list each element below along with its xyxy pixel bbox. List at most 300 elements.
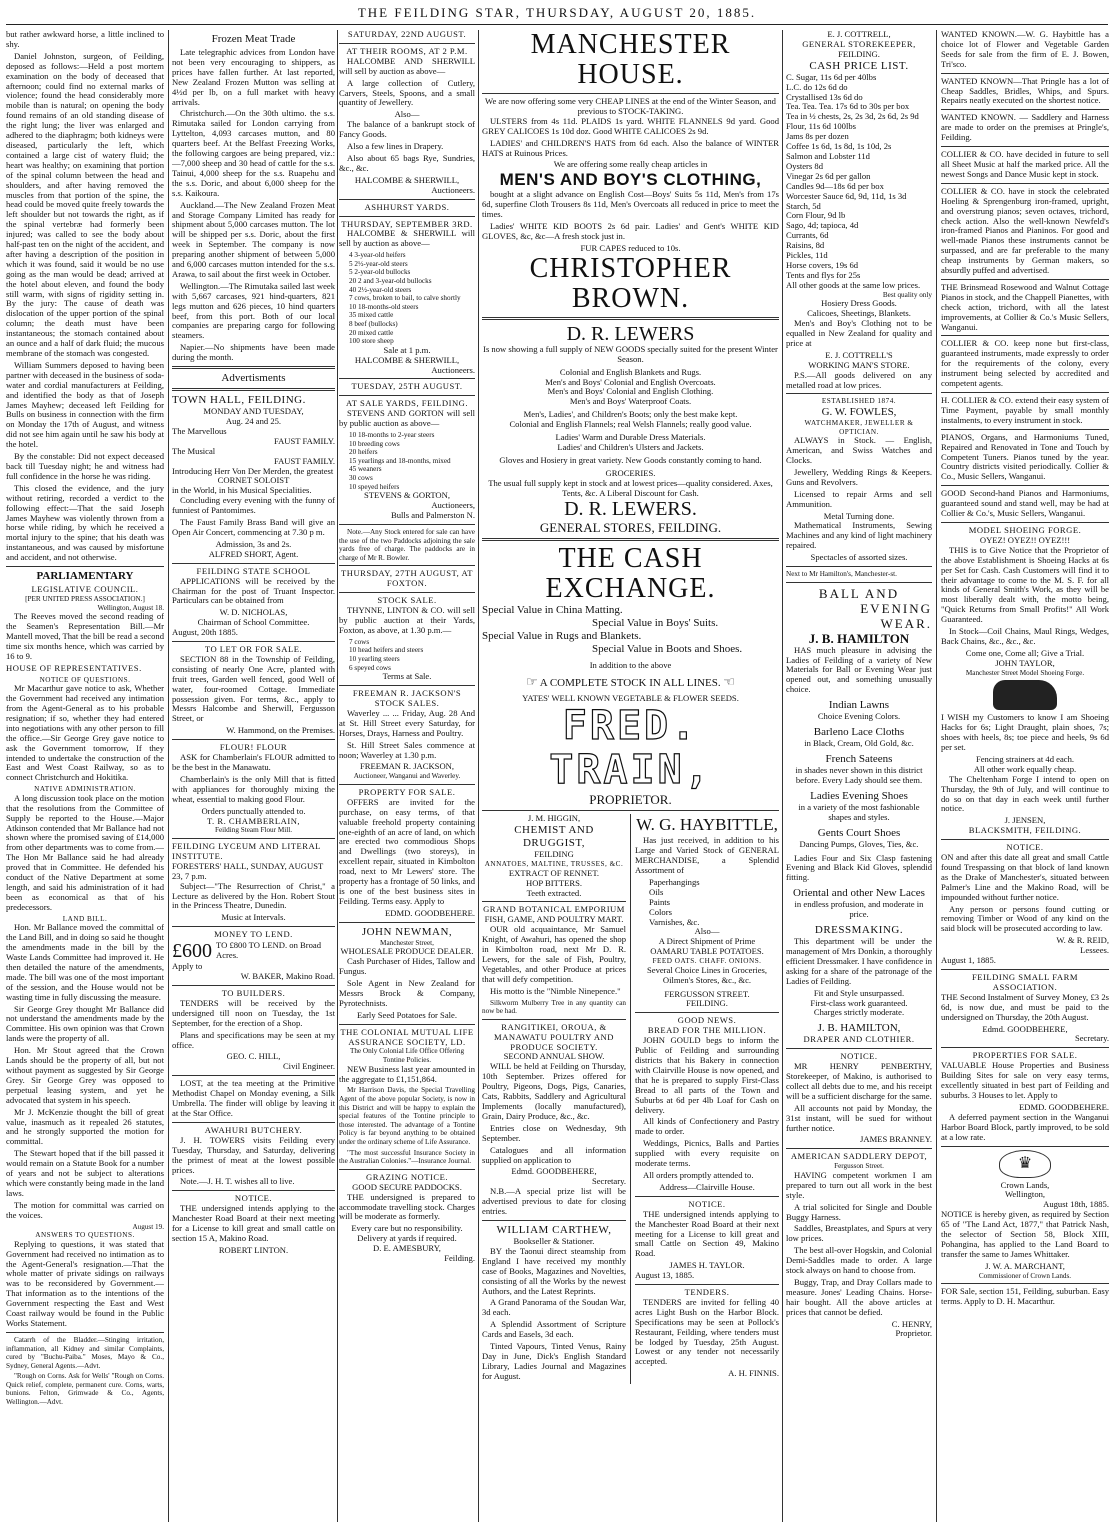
goods-item: Paperhangings — [649, 876, 700, 887]
ad-text: Chamberlain's is the only Mill that is fitted with appliances for thoroughly mixing the wheat, essential to making good Flour. — [172, 773, 335, 804]
ad-text: August 1, 1885. — [941, 955, 996, 966]
price-item: C. Sugar, 11s 6d per 40lbs — [786, 71, 877, 82]
ad-rule — [172, 926, 335, 927]
ad-text: in Black, Cream, Old Gold, &c. — [804, 738, 914, 749]
ad-text: CORNET SOLOIST — [217, 475, 290, 486]
ad-text: Licensed to repair Arms and sell Ammunition. — [786, 488, 932, 509]
ad-text: E. J. COTTRELL, — [827, 30, 891, 39]
ad-signature: W. D. NICHOLAS, — [219, 607, 288, 618]
price-item: Raisins, 8d — [786, 240, 825, 251]
ad-heading: THURSDAY, 27TH AUGUST, AT FOXTON. — [341, 568, 473, 589]
ad-text: Catalogues and all information supplied on application to — [482, 1144, 626, 1165]
ad-rule — [941, 392, 1109, 393]
ad-heading: TUESDAY, 25TH AUGUST. — [351, 381, 463, 392]
stock-item: 10 yearling steers — [349, 654, 400, 663]
ad-signature: EDMD. GOODBEHERE. — [1019, 1101, 1109, 1112]
ad-text: THE Brinsmead Rosewood and Walnut Cottage Pianos in stock, and the Chappell Pianettes, with check action, trichord, with all the latest improvements, at Collier & Co.'s Music Sellers, Wanganui. — [941, 281, 1109, 332]
pointing-hand-icon: ☞ — [525, 674, 538, 690]
ad-rule — [941, 1047, 1109, 1048]
ad-text: OUR old acquaintance, Mr Samuel Knight, of Awahuri, has opened the shop in Kimbolton road, next Mr D. R. Lewers, for the sale of Fish, Poultry, Vegetables, and other Produce at prices that will defy competition. — [482, 924, 626, 984]
ad-text: Secretary. — [591, 1176, 626, 1187]
stock-item: 10 18-months-old steers — [349, 302, 419, 311]
stock-item: 45 weaners — [349, 465, 382, 474]
ad-rule — [339, 592, 475, 593]
ad-title: MANCHESTER HOUSE. — [530, 30, 731, 90]
ad-rule — [941, 969, 1109, 970]
ad-rule — [482, 538, 779, 541]
column-divider — [337, 30, 338, 1522]
ad-text: HALCOMBE AND SHERWILL will sell by auction as above— — [339, 55, 475, 76]
article-text: A long discussion took place on the motion that the resolutions from the Committee of Supply be reported to the House.—Major Atkinson contended that Mr Ballance had not shown where the promised saving of £14,000 from other departments was to come from.—The Hon Mr Ballance said he had already proved that in Committee. He defended his conduct of the Native Department at some length, and said his administration of it had been as economical as that of his predecessors. — [6, 792, 164, 912]
ad-text: Proprietor. — [895, 1328, 932, 1339]
ad-signature: T. R. CHAMBERLAIN, — [206, 815, 301, 826]
ad-text: WANTED KNOWN.—W. G. Haybittle has a choice lot of Flower and Vegetable Garden Seeds for sale from the firm of E. J. Bowen, Tri'sco. — [941, 30, 1109, 69]
ad-text: Orders punctually attended to. — [201, 805, 306, 816]
ad-text: Men's and Boys' Colonial and English Clothing. — [547, 386, 714, 397]
ad-text: COLLIER & CO. keep none but first-class, guaranteed instruments, made expressly to order for the requirements of the colony, every instrument being selected by accredited and competent agents. — [941, 338, 1109, 389]
ad-signature: HALCOMBE & SHERWILL, — [354, 354, 460, 365]
ad-text: in a variety of the most fashionable shapes and styles. — [798, 801, 920, 822]
goods-item: Colors — [649, 906, 672, 917]
ad-heading: PROPERTIES FOR SALE. — [972, 1050, 1078, 1061]
horse-illustration — [993, 680, 1057, 710]
ad-text: THE undersigned intends applying to the Manchester Road Board at their next meeting for a License to kill great and small cattle on section 15 A, Makino Road. — [172, 1203, 335, 1243]
ad-heading: CHEMIST AND DRUGGIST, — [514, 824, 594, 850]
price-item: Jams 8s per dozen — [786, 131, 849, 142]
column-divider — [168, 30, 169, 1522]
stock-item: 7 cows — [349, 637, 370, 646]
ad-heading: G. W. FOWLES, — [821, 406, 897, 418]
goods-item: Oils — [649, 886, 664, 897]
ad-text: OYEZ! OYEZ!! OYEZ!!! — [979, 534, 1071, 545]
ad-signature: J. W. A. MARCHANT, — [985, 1260, 1065, 1271]
ad-signature: C. HENRY, — [891, 1318, 932, 1329]
ad-rule — [339, 1024, 475, 1025]
ad-title: D. R. LEWERS — [566, 322, 695, 345]
ad-heading: French Sateens — [825, 753, 893, 765]
ad-text: The Marvellous — [172, 425, 227, 436]
ad-heading: JOHN NEWMAN, — [361, 925, 453, 938]
ad-row — [482, 814, 779, 1383]
ad-text: Ladies Four and Six Clasp fastening Evening and Black Kid Gloves, splendid fitting. — [786, 852, 932, 883]
ad-text: J. H. TOWERS visits Feilding every Tuesday, Thursday, and Saturday, delivering the primest of meat at the lowest possible prices. — [172, 1134, 335, 1175]
stock-item: 6 speyed cows — [349, 663, 391, 672]
stock-item: 10 breeding cows — [349, 439, 400, 448]
stock-item: 7 cows, broken to bail, to calve shortly — [349, 294, 461, 303]
ad-text: Apply to — [172, 961, 203, 972]
ad-text: Every care but no responsibility. — [351, 1223, 463, 1234]
ad-rule — [482, 93, 779, 94]
price-item: Oysters 8d — [786, 160, 823, 171]
ad-text: Any person or persons found cutting or removing Timber or Wood of any kind on the said block will be prosecuted according to law. — [941, 903, 1109, 934]
ad-signature: E. J. COTTRELL'S — [825, 349, 893, 360]
ad-text: Fencing strainers at 4d each. — [975, 753, 1075, 764]
ad-text: Next to Mr Hamilton's, Manchester-st. — [786, 570, 897, 579]
column-3 — [339, 30, 475, 1522]
ad-text: Jewellery, Wedding Rings & Keepers. Guns and Revolvers. — [786, 466, 932, 487]
ad-rule — [339, 378, 475, 379]
ad-text: Bookseller & Stationer. — [513, 1235, 595, 1246]
ad-text: Feilding. — [444, 1253, 475, 1264]
ad-signature: ROBERT LINTON. — [218, 1244, 289, 1255]
ad-rule — [339, 395, 475, 396]
ad-text: A Direct Shipment of Prime — [658, 936, 756, 947]
ad-text: YATES' WELL KNOWN VEGETABLE & FLOWER SEEDS. — [522, 693, 739, 704]
ad-rule — [339, 565, 475, 566]
stock-item: 5 2½-year-old steers — [349, 259, 408, 268]
ad-text: The Faust Family Brass Band will give an Open Air Concert, commencing at 7.30 p m. — [172, 517, 335, 537]
ad-signature: W. Hammond, on the Premises. — [226, 725, 335, 736]
ad-heading: GOOD NEWS. — [677, 1015, 737, 1026]
ad-text: Come one, Come all; Give a Trial. — [965, 647, 1085, 658]
sub-heading: NOTICE OF QUESTIONS. — [39, 675, 131, 684]
ad-text: OAMARU TABLE POTATOES. — [650, 946, 764, 957]
pointing-hand-icon: ☜ — [723, 674, 736, 690]
ad-text: in endless profusion, and moderate in price. — [794, 899, 924, 920]
price-item: Currants, 6d — [786, 230, 829, 241]
ad-text: Hosiery Dress Goods. — [821, 298, 897, 309]
ad-text: Terms at Sale. — [382, 671, 432, 682]
ad-rule — [786, 1048, 932, 1049]
section-rule — [172, 388, 335, 391]
ad-text: Secretary. — [1074, 1033, 1109, 1044]
stock-item: 30 cows — [349, 474, 373, 483]
stock-item: 10 18-months to 2-year steers — [349, 431, 435, 440]
section-rule — [6, 566, 164, 567]
column-6 — [941, 30, 1109, 1522]
ad-text: Tinted Vapours, Tinted Venus, Rainy Day in June, Dick's English Standard Library, Ladies Journal and Magazines for August. — [482, 1341, 626, 1381]
stock-item: 8 beef (bullocks) — [349, 319, 398, 328]
ad-text: St. Hill Street Sales commence at noon; Waverley at 1.30 p.m. — [339, 739, 475, 760]
ad-text: SECOND ANNUAL SHOW. — [503, 1051, 605, 1062]
ad-text: EXTRACT OF RENNET. — [508, 867, 600, 878]
ad-text: Chairman of School Committee. — [197, 617, 310, 628]
ad-text: Manchester Street Model Shoeing Forge. — [965, 668, 1085, 677]
price-item: Tents and flys for 25s — [786, 269, 861, 280]
ad-text: FAUST FAMILY. — [273, 435, 335, 446]
price-item: Worcester Sauce 6d, 9d, 11d, 1s 3d — [786, 190, 907, 201]
ad-rule — [941, 73, 1109, 74]
ad-title: W. G. HAYBITTLE, — [636, 815, 778, 835]
ad-text: ALWAYS in Stock. — English, American, and Swiss Watches and Clocks. — [786, 435, 932, 465]
ad-text: ON and after this date all great and small Cattle found Trespassing on that block of land known as the Drake of Manchester's, situated between Palmer's Line and the Makino Road, will be impounded without further notice. — [941, 852, 1109, 902]
price-item: Salmon and Lobster 11d — [786, 150, 870, 161]
ad-heading: MONEY TO LEND. — [214, 929, 293, 940]
article-text: The Reeves moved the second reading of the Seamen's Representation Bill.—Mr Mantell moved, That the bill be read a second time six months hence, which was carried by 16 to 9. — [6, 611, 164, 661]
ad-text: Special Value in China Matting. — [482, 604, 623, 617]
section-heading: Frozen Meat Trade — [211, 33, 296, 45]
price-item: Vinegar 2s 6d per gallon — [786, 170, 871, 181]
ad-text: Gloves and Hosiery in great variety. New Goods constantly coming to hand. — [499, 454, 762, 465]
ad-rule — [172, 1075, 335, 1076]
ad-text: in the World, in his Musical Specialities. — [172, 485, 312, 496]
ad-text: WANTED KNOWN—That Pringle has a lot of Cheap Saddles, Bridles, Whips, and Spurs. Repairs neatly executed on the shortest notice. — [941, 75, 1109, 106]
ad-text: GOOD SECURE PADDOCKS. — [352, 1181, 462, 1192]
ad-text: Mr Harrison Davis, the Special Travelling Agent of the above popular Society, is now in this District and will be happy to explain the special features of the Tontine principle to those interested. The advantage of a Tontine Policy is far beyond anything to be obtained under the ordinary scheme of Life Assurance. — [339, 1086, 475, 1146]
ad-subcolumn — [482, 814, 631, 1383]
ad-text: Also a few lines in Drapery. — [347, 141, 444, 152]
price-item: Starch, 5d — [786, 200, 821, 211]
ad-rule — [339, 199, 475, 200]
ad-rule — [941, 183, 1109, 184]
ad-signature: ALFRED SHORT, Agent. — [208, 548, 299, 559]
ad-heading: AMERICAN SADDLERY DEPOT, — [790, 1151, 928, 1162]
dateline: Wellington, August 18. — [97, 603, 164, 612]
ad-text: Address—Clairville House. — [659, 1181, 755, 1192]
price-item: Corn Flour, 9d lb — [786, 210, 846, 221]
ad-text: NOTICE is hereby given, as required by Section 65 of "The Land Act, 1877," that Patrick Nash, the selector of Section 58, Block XIII, Pohangina, has applied to the Land Board to transfer the same to James Whittaker. — [941, 1209, 1109, 1259]
ad-text: August, 20th 1885. — [172, 627, 238, 638]
ad-heading: Barleno Lace Cloths — [813, 726, 905, 739]
ad-rule — [635, 1196, 779, 1197]
ad-text: In addition to the above — [589, 660, 672, 671]
ad-rule — [941, 335, 1109, 336]
ad-signature: GEO. C. HILL, — [226, 1051, 281, 1062]
ad-rule — [339, 1169, 475, 1170]
section-rule — [6, 1332, 164, 1333]
ad-text: Commissioner of Crown Lands. — [978, 1271, 1072, 1280]
stock-item: 4 3-year-old heifers — [349, 251, 406, 260]
article-text: Mr J. McKenzie thought the bill of great value, inasmuch as it repealed 26 statutes, and he strongly supported the motion for committal. — [6, 1106, 164, 1147]
stock-item: 20 heifers — [349, 448, 378, 457]
article-text: Christchurch.—On the 30th ultimo. the s.s. Rimutaka sailed for London carrying from Lyttelton, 4,093 carcases mutton, and 80 quarters beef. At the Belfast Freezing Works, the following cargoes are being prepared, viz.:—7,000 sheep and 30 head of cattle for the s.s. Tainui, 4,000 sheep for the s.s. Ruapehu and the s.s. Doric, and about 6,000 sheep for the s.s. Kaikoura. — [172, 108, 335, 198]
ad-heading: PROPERTY FOR SALE. — [358, 786, 456, 797]
ad-text: A trial solicited for Single and Double Buggy Harness. — [786, 1201, 932, 1222]
ad-text: TO £800 TO LEND. on Broad Acres. — [216, 940, 322, 961]
ad-signature: FREEMAN R. JACKSON, — [359, 761, 455, 772]
goods-item: Varnishes, &c. — [649, 916, 700, 927]
ad-text: The balance of a bankrupt stock of Fancy Goods. — [339, 119, 475, 140]
ad-rule — [941, 839, 1109, 840]
ad-signature: J. B. HAMILTON, — [817, 1022, 901, 1035]
ad-title: WEAR. — [880, 615, 932, 631]
ad-text: Lessees. — [1080, 945, 1109, 956]
ad-heading: RANGITIKEI, OROUA, & MANAWATU POULTRY AND PRODUCE SOCIETY. — [494, 1021, 614, 1052]
stock-item: 20 mixed cattle — [349, 328, 394, 337]
ad-text: A Splendid Assortment of Scripture Cards and Easels, 3d each. — [482, 1319, 626, 1340]
advertisement-text: Catarrh of the Bladder.—Stinging irritation, inflammation, all Kidney and similar Complaints, cured by "Buchu-Paiba." Moses, Mayo & Co., Sydney, General Agents.—Advt. — [6, 1335, 164, 1370]
ad-subcolumn — [635, 814, 779, 1383]
ad-text: Calicoes, Sheetings, Blankets. — [807, 308, 911, 319]
section-rule — [172, 366, 335, 369]
ad-rule — [339, 922, 475, 923]
ad-text: FORESTERS' HALL, SUNDAY, AUGUST 23, 7 p.m. — [172, 860, 324, 881]
ad-text: HALCOMBE & SHERWILL will sell by auction as above— — [339, 228, 475, 249]
goods-item: Paints — [649, 896, 671, 907]
ad-text: VALUABLE House Properties and Business Building Sites for sale on very easy terms, excellently situated in best part of Feilding and suburbs. 3 Houses to let. Apply to — [941, 1060, 1109, 1100]
ad-text: His motto is the "Nimble Ninepence." — [490, 985, 621, 996]
ad-heading: SATURDAY, 22ND AUGUST. — [347, 30, 467, 39]
ad-text: This department will be under the management of Mrs Donkin, a thoroughly efficient Dressmaker. I have confidence in asking for a share of the patronage of the Ladies of Feilding. — [786, 936, 932, 986]
ad-text: PIANOS, Organs, and Harmoniums Tuned, Repaired and Renovated in Tone and Touch by Competent Tuners. Pianos tuned by the year. Country districts visited periodically. Collier & Co., Music Sellers, Wanganui. — [941, 431, 1109, 482]
ad-text — [482, 675, 779, 690]
ad-heading: AT THEIR ROOMS, AT 2 P.M. — [346, 45, 468, 56]
ad-text: COLLIER & CO. have in stock the celebrated Hoeling & Sprengenburg iron-framed, upright, and overstrung pianos; seven octaves, trichord, check action. Also the well-known Newfeld's iron-framed Pianos and Pianinos. For good and well-made Pianos these instruments cannot be surpassed, and are far preferable to the many cheap instruments by German makers, so absurdly puffed and advertised. — [941, 185, 1109, 276]
ad-text: JOHN GOULD begs to inform the Public of Feilding and surrounding districts that his Bakery in connection with Clairville House is now opened, and that he is prepared to supply First-Class Bread to all parts of the Town and Suburbs at 6d per 4lb Loaf for Cash on delivery. — [635, 1035, 779, 1115]
price-item: Coffee 1s 6d, 1s 8d, 1s 10d, 2s — [786, 141, 892, 152]
ad-text: August 18th, 1885. — [1043, 1199, 1109, 1210]
ad-heading: TOWN HALL, FEILDING. — [172, 394, 306, 407]
ad-signature: D. E. AMESBURY, — [373, 1243, 441, 1254]
ad-signature: Edmd. GOODBEHERE, — [982, 1023, 1068, 1034]
ad-rule — [172, 563, 335, 564]
ad-text: The Cheltenham Forge I intend to open on Thursday, the 9th of July, and will continue to do so on that day in each week until further notice. — [941, 773, 1109, 814]
ad-text: THE undersigned intends applying to the Manchester Road Board at their next meeting for a License to kill great and small Cattle on Section 49, Makino Road. — [635, 1208, 779, 1259]
ad-text: WATCHMAKER, JEWELLER & OPTICIAN. — [804, 419, 914, 436]
ad-text: Fergusson Street. — [834, 1162, 884, 1171]
ad-text: WILL be held at Feilding on Thursday, 10th September. Prizes offered for Poultry, Pigeons, Dogs, Pigs, Canaries, Cats, Rabbits, Saddlery and Agricultural Implements (locally manufactured), Grain, Dairy Produce, &c., &c. — [482, 1061, 626, 1121]
ad-signature: STEVENS & GORTON, — [364, 490, 450, 501]
price-item: Horse covers, 19s 6d — [786, 259, 859, 270]
article-text: Mr Macarthur gave notice to ask, Whether the Government had received any intimation from the Agent-General as to his probable resignation; if so, whether they had entered into negotiations with any other person to fill the office.—Sir George Grey gave notice to ask the Government tomorrow, If they intended to undertake the construction of the East and West Coast Railway, so as to connect Christchurch and Hokitika. — [6, 683, 164, 783]
ad-heading: GRAZING NOTICE. — [366, 1171, 448, 1182]
ad-text: Aug. 24 and 25. — [225, 416, 282, 426]
ad-title: MEN'S AND BOY'S CLOTHING, — [499, 170, 762, 190]
ad-text: Men's and Boy's Clothing not to be equalled in New Zealand for quality and price at — [786, 318, 932, 348]
ad-text: "The most successful Insurance Society in the Australian Colonies."—Insurance Journal. — [339, 1148, 475, 1166]
article-text: Hon. Mr Stout agreed that the Crown Lands should be the property of all, but not without payment as suggested by Sir George Grey. Sir George Grey was opposed to perpetual leasing system, and yet he advocated that system in his speech. — [6, 1045, 164, 1105]
ad-heading: Oriental and other New Laces — [793, 887, 925, 900]
ad-title: J. B. HAMILTON — [808, 630, 910, 646]
ad-heading: Ladies Evening Shoes — [810, 789, 908, 802]
ad-text: Delivery at yards if required. — [357, 1233, 457, 1244]
sub-heading: ANSWERS TO QUESTIONS. — [35, 1231, 135, 1240]
ad-text: WANTED KNOWN. — Saddlery and Harness are made to order on the premises at Pringle's, Feilding. — [941, 112, 1109, 143]
ad-text: J. M. HIGGIN, — [527, 813, 581, 824]
ad-text: MONDAY AND TUESDAY, — [203, 406, 304, 417]
ad-heading: NOTICE. — [840, 1051, 878, 1062]
ad-rule — [172, 838, 335, 839]
ad-heading: FEILDING SMALL FARM ASSOCIATION. — [972, 972, 1078, 992]
ad-text: Saddles, Breastplates, and Spurs at very low prices. — [786, 1223, 932, 1244]
ad-text: Sale at 1 p.m. — [383, 344, 431, 355]
ad-rule — [786, 393, 932, 394]
ad-rule — [941, 429, 1109, 430]
ad-text: NEW Business last year amounted in the aggregate to £1,151,864. — [339, 1063, 475, 1084]
ad-text: Civil Engineer. — [282, 1061, 335, 1072]
ad-text: Plans and specifications may be seen at my office. — [172, 1029, 335, 1050]
ad-heading: GROCERIES. — [605, 467, 656, 478]
ad-title: THE CASH EXCHANGE. — [545, 543, 716, 605]
ad-text: Men's and Boys' Waterproof Coats. — [569, 396, 692, 407]
ad-text: Dancing Pumps, Gloves, Ties, &c. — [799, 838, 919, 849]
ad-text: Silkworm Mulberry Tree in any quantity can now be had. — [482, 998, 626, 1016]
masthead-rule — [6, 24, 1108, 25]
ad-text: FAUST FAMILY. — [273, 455, 335, 466]
masthead: THE FEILDING STAR, THURSDAY, AUGUST 20, 1885. — [357, 5, 757, 20]
royal-crest-icon: ♛ — [999, 1150, 1051, 1178]
ad-text: BY the Taonui direct steamship from England I have received my monthly case of Books, Magazines and Novelties, consisting of all the Works by the newest Authors, and the Latest Reprints. — [482, 1245, 626, 1296]
ad-text: Colonial and English Flannels; real Welsh Flannels; really good value. — [509, 419, 752, 430]
ad-text: A Grand Panorama of the Soudan War, 3d each. — [482, 1297, 626, 1318]
ad-signature: JAMES H. TAYLOR. — [669, 1260, 745, 1271]
ad-text: Metal Turning done. — [823, 510, 895, 521]
ad-heading: FEILDING STATE SCHOOL — [196, 565, 311, 576]
stock-item: 10 head heifers and steers — [349, 646, 424, 655]
ad-text: DRAPER AND CLOTHIER. — [803, 1034, 915, 1045]
ad-text: Special Value in Rugs and Blankets. — [482, 630, 642, 643]
column-divider — [936, 30, 937, 1522]
stock-item: 35 mixed cattle — [349, 311, 394, 320]
ad-signature: JAMES BRANNEY. — [860, 1134, 932, 1145]
stock-item: 40 2½-year-old steers — [349, 285, 412, 294]
ad-text: Waverley ... ... Friday, Aug. 28 And at St. Hill Street every Saturday, for Horses, Drays, Harness and Poultry. — [339, 707, 475, 738]
ad-text: ANNATOES, MALTINE, TRUSSES, &C. — [484, 860, 624, 869]
ad-text: The Only Colonial Life Office Offering Tontine Policies. — [349, 1047, 465, 1065]
ad-rule — [941, 1283, 1109, 1284]
ad-text: Also— — [694, 926, 720, 937]
ad-rule — [482, 810, 779, 811]
ad-text: N.B.—A special prize list will be advertised previous to date for closing entries. — [482, 1186, 626, 1217]
article-text: The motion for committal was carried on the voices. — [6, 1199, 164, 1220]
ad-text: HOP BITTERS. — [525, 877, 583, 888]
article-text: Late telegraphic advices from London have not been very encouraging to shippers, as prices have fallen further. At last reported, New Zealand Frozen Mutton was selling at 4½d per lb, on a full market with heavy arrivals. — [172, 47, 335, 107]
price-item: Candles 9d—18s 6d per box — [786, 180, 884, 191]
ad-text: FERGUSSON STREET. — [664, 988, 750, 999]
ad-text: BREAD FOR THE MILLION. — [647, 1025, 767, 1036]
ad-text: LADIES' and CHILDREN'S HATS from 6d each. Also the balance of WINTER HATS at Ruinous Prices. — [482, 137, 779, 158]
ad-text: FEILDING. — [838, 48, 880, 59]
ad-text: HAVING competent workmen I am prepared to turn out all work in the best style. — [786, 1169, 932, 1200]
ad-text: ESTABLISHED 1874. — [821, 397, 897, 406]
ad-text: ASK for Chamberlain's FLOUR admitted to be the best in the Manawatu. — [172, 752, 335, 772]
advertisement-text: "Rough on Corns. Ask for Wells' "Rough on Corns. Quick relief, complete, permanent cure. Corns, warts, bunions. Felton, Grimwade & Co., Agents, Wellington.—Advt. — [6, 1372, 164, 1407]
article-text: William Summers deposed to having been partner with deceased in the business of soda-water and cordial manufacturers at Feilding, and identified the body as that of Joseph James Mayhew; deceased left Feilding for Bulls on business in connection with the firm on Monday the 17th of August, and witness did not see him again until he saw his body at the hotel. — [6, 359, 164, 450]
ad-rule — [786, 566, 932, 567]
column-5 — [786, 30, 932, 1522]
ad-text: H. COLLIER & CO. extend their easy system of Time Payment, payable by small monthly instalments, to every instrument in stock. — [941, 395, 1109, 425]
ad-text: Auctioneers. — [431, 364, 475, 375]
ad-text: Buggy, Trap, and Dray Collars made to measure. Jones' Leading Chains. Horse-hair bought. All the above articles at prices that cannot be defied. — [786, 1276, 932, 1317]
article-text: Auckland.—The New Zealand Frozen Meat and Storage Company Limited has ready for shipment about 5,000 carcases mutton. The lot will be shipped per s.s. Doric, about the first week in September. The company is now preparing another shipment of between 5,000 and 6,000 carcases mutton intended for the s.s. Arawa, to sail about the first week in October. — [172, 199, 335, 279]
loan-amount: £600 — [172, 940, 212, 963]
ad-heading: GRAND BOTANICAL EMPORIUM — [483, 904, 625, 915]
ad-text: I WISH my Customers to know I am Shoeing Hacks for 6s; Light Draught, plain shoes, 7s; shoes with heels, 8s; toe piece and heels, 9s 6d per set. — [941, 712, 1109, 752]
ad-rule — [941, 522, 1109, 523]
ad-text: BLACKSMITH, FEILDING. — [968, 825, 1082, 836]
ad-text: STEVENS AND GORTON will sell by public auction as above— — [339, 408, 475, 429]
ad-title: D. R. LEWERS. — [564, 498, 697, 521]
ad-rule — [941, 485, 1109, 486]
ad-text: Special Value in Boots and Shoes. — [592, 643, 743, 656]
column-divider — [478, 30, 479, 1522]
ad-rule — [172, 641, 335, 642]
ad-text: All orders promptly attended to. — [643, 1169, 754, 1180]
ad-heading: AWAHURI BUTCHERY. — [204, 1124, 303, 1135]
ad-text: LOST, at the tea meeting at the Primitive Methodist Chapel on Monday evening, a Silk Umbrella. The finder will oblige by leaving it at the Star Office. — [172, 1078, 335, 1118]
sub-heading: LAND BILL. — [62, 914, 108, 923]
ad-text: Introducing Herr Von Der Merden, the greatest — [172, 465, 334, 476]
price-item: Sago, 4d; tapioca, 4d — [786, 220, 859, 231]
ad-rule — [635, 1012, 779, 1013]
ad-text: WORKING MAN'S STORE. — [808, 359, 910, 370]
price-item: Crystallised 13s 6d do — [786, 91, 863, 102]
ad-text: Note.—Any Stock entered for sale can have the use of the two Paddocks adjoining the sale yards free of charge. The paddocks are in charge of Mr R. Bowler. — [339, 527, 475, 562]
ad-text: COLLIER & CO. have decided in future to sell all Sheet Music at half the marked price. All the newest Songs and Dance Music kept in stock. — [941, 149, 1109, 179]
ad-text: Ladies' Warm and Durable Dress Materials. — [555, 432, 706, 443]
ad-text: We are now offering some very CHEAP LINES at the end of the Winter Season, and previous to STOCK-TAKING. — [485, 96, 776, 116]
ad-text: Concluding every evening with the funny of funniest of Pantomimes. — [172, 495, 335, 516]
stock-item: 20 2 and 3-year-old bullocks — [349, 277, 432, 285]
ad-text: Note.—J. H. T. wishes all to live. — [180, 1176, 295, 1187]
ad-text: Weddings, Picnics, Balls and Parties supplied with every requisite on moderate terms. — [635, 1138, 779, 1169]
article-text: This closed the evidence, and the jury without retiring, recorded a verdict to the following effect:—That the said Joseph James Mayhew was violently thrown from a horse while riding, by which he received a mortal injury to the spine; that his death was instantaneous, and was caused by misfortune and accident, and not otherwise. — [6, 482, 164, 563]
article-text: The Stewart hoped that if the bill passed it would remain on a Statute Book for a number of years and not be subject to alterations which were constantly being made in the land laws. — [6, 1148, 164, 1198]
ad-text: Ladies' WHITE KID BOOTS 2s 6d pair. Ladies' and Gent's WHITE KID GLOVES, &c, &c—A fresh stock just in. — [482, 221, 779, 241]
ad-text: SECTION 88 in the Township of Feilding, consisting of nearly One Acre, planted with fruit trees, Garden well fenced, good Well of water, four-roomed Cottage. Immediate possession given. For terms, &c., apply to Messrs Halcombe and Sherwill, Fergusson Street, or — [172, 653, 335, 724]
article-text: but rather awkward horse, a little inclined to shy. — [6, 30, 164, 49]
ad-signature: A. H. FINNIS. — [728, 1368, 779, 1379]
